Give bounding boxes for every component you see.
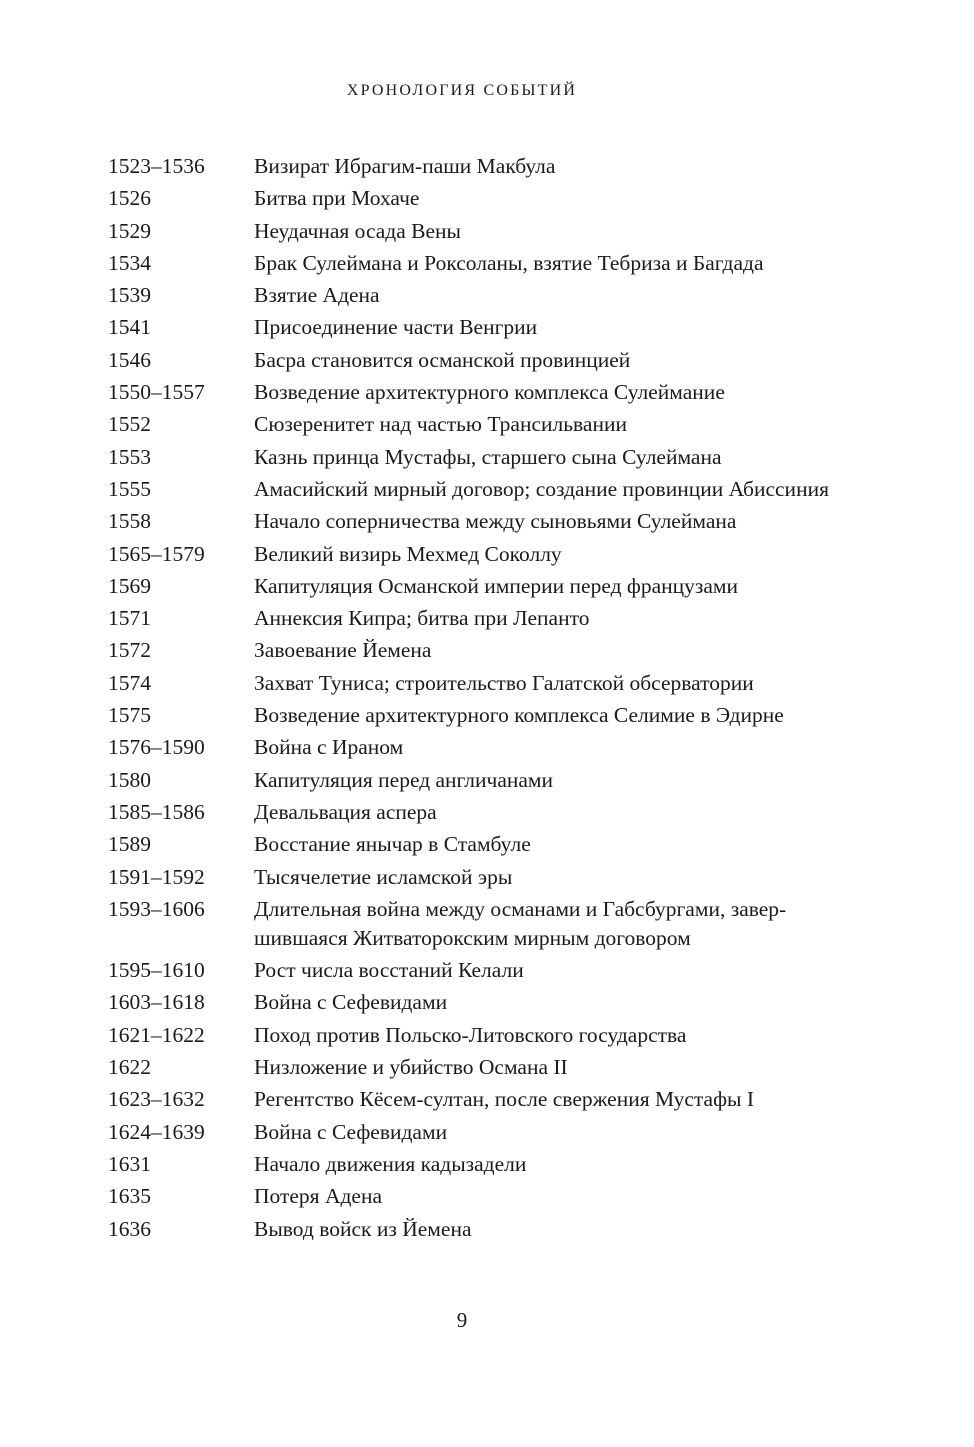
entry-date: 1550–1557 — [108, 380, 205, 405]
entry-event: Сюзеренитет над частью Трансильвании — [254, 412, 627, 437]
entry-date: 1569 — [108, 573, 151, 598]
entry-date: 1555 — [108, 476, 151, 501]
entry-date: 1565–1579 — [108, 541, 205, 566]
entry-event: Регентство Кёсем-султан, после свержения Мустафы I — [254, 1087, 754, 1112]
entry-event: Низложение и убийство Османа II — [254, 1055, 568, 1080]
chronology-entry — [108, 443, 848, 472]
entry-date: 1574 — [108, 670, 151, 695]
entry-date: 1572 — [108, 638, 151, 663]
chronology-entry — [108, 378, 848, 407]
chronology-entry — [108, 184, 848, 213]
page-number: 9 — [456, 1308, 468, 1332]
entry-date: 1621–1622 — [108, 1022, 205, 1047]
entry-date: 1541 — [108, 315, 151, 340]
entry-event: Тысячелетие исламской эры — [254, 864, 513, 889]
chronology-entry — [108, 701, 848, 730]
chronology-entry — [108, 540, 848, 569]
chronology-entry — [108, 636, 848, 665]
chronology-entry — [108, 830, 848, 859]
chronology-list — [108, 152, 848, 1247]
chronology-entry — [108, 572, 848, 601]
chronology-entry — [108, 346, 848, 375]
chronology-entry — [108, 1215, 848, 1244]
entry-date: 1595–1610 — [108, 958, 205, 983]
chronology-entry — [108, 313, 848, 342]
entry-event: Басра становится османской провинцией — [254, 347, 631, 372]
chronology-entry — [108, 507, 848, 536]
entry-date: 1552 — [108, 412, 151, 437]
chronology-entry — [108, 152, 848, 181]
chronology-entry — [108, 604, 848, 633]
entry-event: Брак Сулеймана и Роксоланы, взятие Тебриза и Багдада — [254, 250, 764, 275]
entry-event: Длительная война между османами и Габсбургами, завер-шившаяся Житваторокским мирным договором — [254, 896, 787, 950]
chronology-entry — [108, 863, 848, 892]
entry-event: Потеря Адена — [254, 1184, 383, 1209]
chronology-entry — [108, 1021, 848, 1050]
entry-event: Война с Сефевидами — [254, 990, 448, 1015]
entry-date: 1593–1606 — [108, 896, 205, 921]
entry-date: 1523–1536 — [108, 154, 205, 178]
chronology-entry — [108, 475, 848, 504]
entry-date: 1589 — [108, 832, 151, 857]
entry-date: 1591–1592 — [108, 864, 205, 889]
entry-event: Возведение архитектурного комплекса Сулеймание — [254, 380, 725, 405]
entry-date: 1624–1639 — [108, 1119, 205, 1144]
entry-date: 1539 — [108, 283, 151, 308]
entry-date: 1529 — [108, 218, 151, 243]
entry-date: 1534 — [108, 250, 151, 275]
entry-event: Взятие Адена — [254, 283, 380, 308]
entry-event: Вывод войск из Йемена — [254, 1216, 472, 1241]
entry-event: Присоединение части Венгрии — [254, 315, 538, 340]
entry-event: Начало соперничества между сыновьями Сулеймана — [254, 509, 737, 534]
entry-date: 1558 — [108, 509, 151, 534]
chronology-entry — [108, 281, 848, 310]
entry-date: 1546 — [108, 347, 151, 372]
entry-event: Капитуляция Османской империи перед французами — [254, 573, 739, 598]
chronology-entry — [108, 733, 848, 762]
entry-date: 1575 — [108, 703, 151, 728]
chronology-entry — [108, 895, 848, 953]
entry-event: Война с Ираном — [254, 735, 404, 760]
entry-event: Восстание янычар в Стамбуле — [254, 832, 531, 857]
entry-date: 1622 — [108, 1055, 151, 1080]
entry-date: 1631 — [108, 1151, 151, 1176]
chronology-entry — [108, 1182, 848, 1211]
chronology-entry — [108, 249, 848, 278]
entry-event: Великий визирь Мехмед Соколлу — [254, 541, 562, 566]
entry-date: 1526 — [108, 186, 151, 211]
entry-date: 1576–1590 — [108, 735, 205, 760]
entry-date: 1585–1586 — [108, 799, 205, 824]
entry-event: Захват Туниса; строительство Галатской обсерватории — [254, 670, 754, 695]
entry-event: Поход против Польско-Литовского государства — [254, 1022, 687, 1047]
chronology-entry — [108, 1150, 848, 1179]
entry-event: Рост числа восстаний Келали — [254, 958, 524, 983]
entry-event: Капитуляция перед англичанами — [254, 767, 554, 792]
chronology-entry — [108, 1053, 848, 1082]
chronology-entry — [108, 956, 848, 985]
entry-event: Аннексия Кипра; битва при Лепанто — [254, 606, 590, 631]
running-head-title: ХРОНОЛОГИЯ СОБЫТИЙ — [346, 82, 578, 99]
entry-date: 1571 — [108, 606, 151, 631]
entry-date: 1635 — [108, 1184, 151, 1209]
entry-event: Возведение архитектурного комплекса Селимие в Эдирне — [254, 703, 784, 728]
entry-event: Девальвация аспера — [254, 799, 437, 824]
entry-event: Казнь принца Мустафы, старшего сына Сулеймана — [254, 444, 722, 469]
entry-date: 1603–1618 — [108, 990, 205, 1015]
chronology-entry — [108, 217, 848, 246]
entry-event: Война с Сефевидами — [254, 1119, 448, 1144]
chronology-entry — [108, 766, 848, 795]
chronology-entry — [108, 1118, 848, 1147]
entry-date: 1580 — [108, 767, 151, 792]
entry-event: Начало движения кадызадели — [254, 1151, 527, 1176]
entry-date: 1623–1632 — [108, 1087, 205, 1112]
entry-event: Визират Ибрагим-паши Макбула — [254, 154, 556, 178]
entry-event: Амасийский мирный договор; создание провинции Абиссиния — [254, 476, 829, 501]
chronology-entry — [108, 988, 848, 1017]
chronology-entry — [108, 410, 848, 439]
chronology-entry — [108, 669, 848, 698]
entry-date: 1636 — [108, 1216, 151, 1241]
entry-event: Битва при Мохаче — [254, 186, 420, 211]
chronology-entry — [108, 798, 848, 827]
entry-event: Завоевание Йемена — [254, 638, 432, 663]
entry-event: Неудачная осада Вены — [254, 218, 462, 243]
chronology-entry — [108, 1085, 848, 1114]
entry-date: 1553 — [108, 444, 151, 469]
